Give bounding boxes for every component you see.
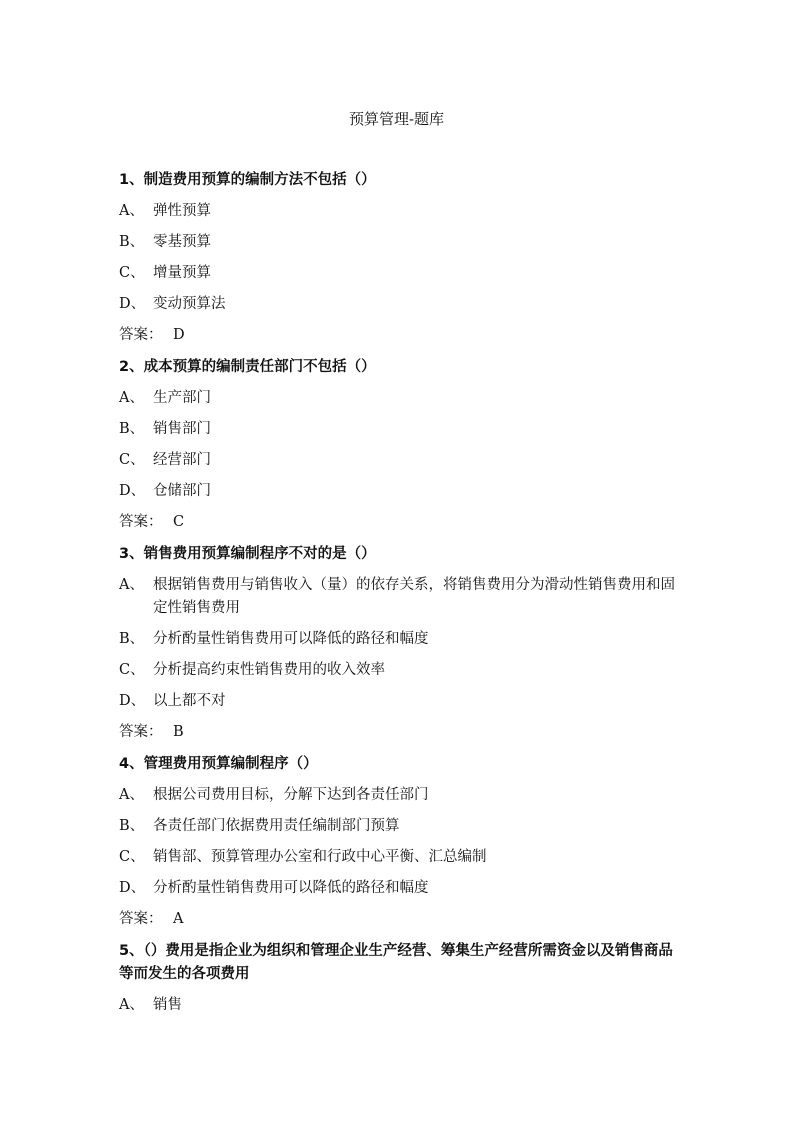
answer-line [119, 908, 679, 940]
option-letter: C、 [119, 265, 145, 281]
question-4 [119, 753, 679, 940]
option-letter: D、 [119, 880, 146, 896]
answer-line [119, 324, 679, 356]
question-2 [119, 356, 679, 543]
option-text: 销售 [153, 997, 182, 1013]
option-text: 各责任部门依据费用责任编制部门预算 [153, 818, 400, 834]
option-letter: C、 [119, 662, 145, 678]
option-letter: A、 [119, 997, 144, 1013]
option-text: 分析提高约束性销售费用的收入效率 [153, 662, 385, 678]
option-d [119, 480, 679, 511]
answer-value: D [173, 327, 185, 343]
answer-label: 答案： [119, 724, 163, 740]
option-a [119, 994, 679, 1025]
question-stem: 3、销售费用预算编制程序不对的是（） [119, 546, 376, 562]
option-b [119, 418, 679, 449]
option-text: 分析酌量性销售费用可以降低的路径和幅度 [153, 880, 429, 896]
option-d [119, 690, 679, 721]
option-text: 销售部门 [153, 421, 211, 437]
question-5 [119, 940, 679, 1025]
option-letter: C、 [119, 849, 145, 865]
question-stem: 1、制造费用预算的编制方法不包括（） [119, 172, 376, 188]
option-text: 根据销售费用与销售收入（量）的依存关系，将销售费用分为滑动性销售费用和固定性销售费用 [153, 577, 675, 616]
option-d [119, 293, 679, 324]
option-c [119, 659, 679, 690]
answer-line [119, 511, 679, 543]
option-letter: A、 [119, 577, 144, 593]
option-letter: A、 [119, 203, 144, 219]
option-b [119, 231, 679, 262]
option-text: 仓储部门 [153, 483, 211, 499]
option-text: 变动预算法 [153, 296, 226, 312]
option-a [119, 574, 679, 628]
option-text: 增量预算 [153, 265, 211, 281]
option-c [119, 262, 679, 293]
option-letter: A、 [119, 390, 144, 406]
question-3 [119, 543, 679, 753]
answer-value: A [173, 911, 184, 927]
option-letter: D、 [119, 693, 146, 709]
question-list [119, 169, 679, 1025]
option-letter: D、 [119, 483, 146, 499]
option-letter: D、 [119, 296, 146, 312]
option-text: 弹性预算 [153, 203, 211, 219]
option-b [119, 628, 679, 659]
option-text: 经营部门 [153, 452, 211, 468]
option-letter: B、 [119, 234, 145, 250]
option-b [119, 815, 679, 846]
option-a [119, 784, 679, 815]
option-text: 销售部、预算管理办公室和行政中心平衡、汇总编制 [153, 849, 487, 865]
document-title: 预算管理-题库 [348, 110, 445, 128]
option-text: 零基预算 [153, 234, 211, 250]
option-letter: B、 [119, 631, 145, 647]
option-letter: A、 [119, 787, 144, 803]
question-stem: 2、成本预算的编制责任部门不包括（） [119, 359, 376, 375]
question-stem: 4、管理费用预算编制程序（） [119, 756, 318, 772]
answer-line [119, 721, 679, 753]
answer-label: 答案： [119, 327, 163, 343]
option-text: 生产部门 [153, 390, 211, 406]
option-a [119, 200, 679, 231]
option-c [119, 449, 679, 480]
option-letter: C、 [119, 452, 145, 468]
answer-label: 答案： [119, 514, 163, 530]
option-text: 分析酌量性销售费用可以降低的路径和幅度 [153, 631, 429, 647]
question-stem: 5、（）费用是指企业为组织和管理企业生产经营、筹集生产经营所需资金以及销售商品等而发生的各项费用 [119, 943, 673, 982]
option-letter: B、 [119, 818, 145, 834]
question-1 [119, 169, 679, 356]
answer-value: C [173, 514, 185, 530]
option-d [119, 877, 679, 908]
option-text: 根据公司费用目标，分解下达到各责任部门 [153, 787, 429, 803]
option-text: 以上都不对 [153, 693, 226, 709]
answer-label: 答案： [119, 911, 163, 927]
option-c [119, 846, 679, 877]
option-a [119, 387, 679, 418]
option-letter: B、 [119, 421, 145, 437]
answer-value: B [173, 724, 184, 740]
